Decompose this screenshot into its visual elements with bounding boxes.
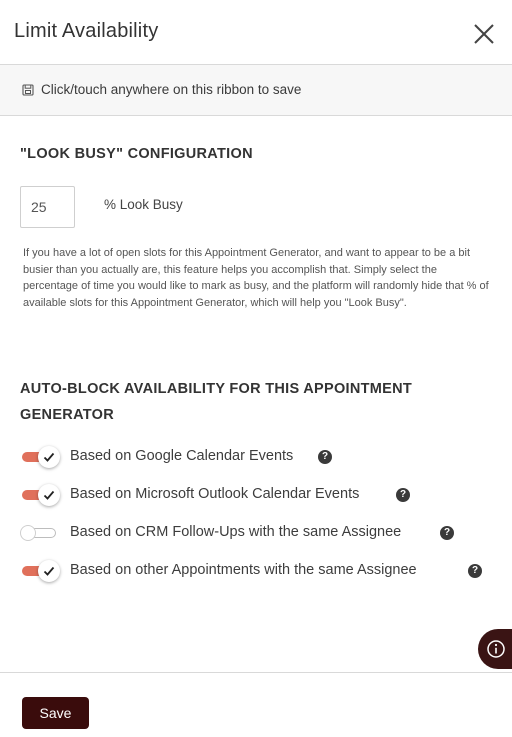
toggle-outlook-calendar[interactable]	[20, 483, 58, 507]
option-label: Based on other Appointments with the same Assignee	[70, 562, 417, 578]
toggle-knob	[20, 525, 36, 541]
save-button[interactable]: Save	[22, 697, 89, 729]
modal-title: Limit Availability	[14, 20, 159, 42]
save-ribbon[interactable]	[0, 65, 512, 116]
help-icon[interactable]: ?	[468, 564, 482, 578]
close-icon	[470, 20, 498, 48]
check-icon	[42, 450, 56, 464]
info-icon	[486, 639, 506, 659]
option-label: Based on CRM Follow-Ups with the same Assignee	[70, 524, 402, 540]
toggle-knob	[38, 446, 60, 468]
look-busy-help-text: If you have a lot of open slots for this Appointment Generator, and want to appear to be a bit busier than you actually are, this feature helps you accomplish that. Simply select the percentage of time you would like to mark as busy, and the platform will randomly hide that % of available slots for this Appointment Generator, which will help you "Look Busy".	[23, 247, 489, 309]
save-icon	[22, 84, 34, 96]
auto-block-option	[20, 521, 500, 545]
look-busy-label: % Look Busy	[104, 197, 183, 212]
auto-block-title: AUTO-BLOCK AVAILABILITY FOR THIS APPOINTMENT GENERATOR	[20, 381, 413, 423]
check-icon	[42, 564, 56, 578]
toggle-knob	[38, 560, 60, 582]
help-icon[interactable]: ?	[440, 526, 454, 540]
help-icon[interactable]: ?	[318, 450, 332, 464]
auto-block-option	[20, 445, 500, 469]
help-icon[interactable]: ?	[396, 488, 410, 502]
option-label: Based on Microsoft Outlook Calendar Events	[70, 486, 360, 502]
auto-block-option	[20, 483, 500, 507]
look-busy-percent-input[interactable]	[20, 186, 75, 228]
look-busy-title: "LOOK BUSY" CONFIGURATION	[20, 146, 253, 162]
info-button[interactable]	[478, 629, 512, 669]
check-icon	[42, 488, 56, 502]
auto-block-option	[20, 559, 500, 583]
close-button[interactable]	[470, 20, 498, 48]
option-label: Based on Google Calendar Events	[70, 448, 294, 464]
toggle-crm-follow-ups[interactable]	[20, 521, 58, 545]
toggle-knob	[38, 484, 60, 506]
modal-footer	[0, 672, 512, 737]
toggle-other-appointments[interactable]	[20, 559, 58, 583]
modal-header	[0, 0, 512, 65]
toggle-google-calendar[interactable]	[20, 445, 58, 469]
ribbon-text: Click/touch anywhere on this ribbon to save	[41, 82, 302, 97]
